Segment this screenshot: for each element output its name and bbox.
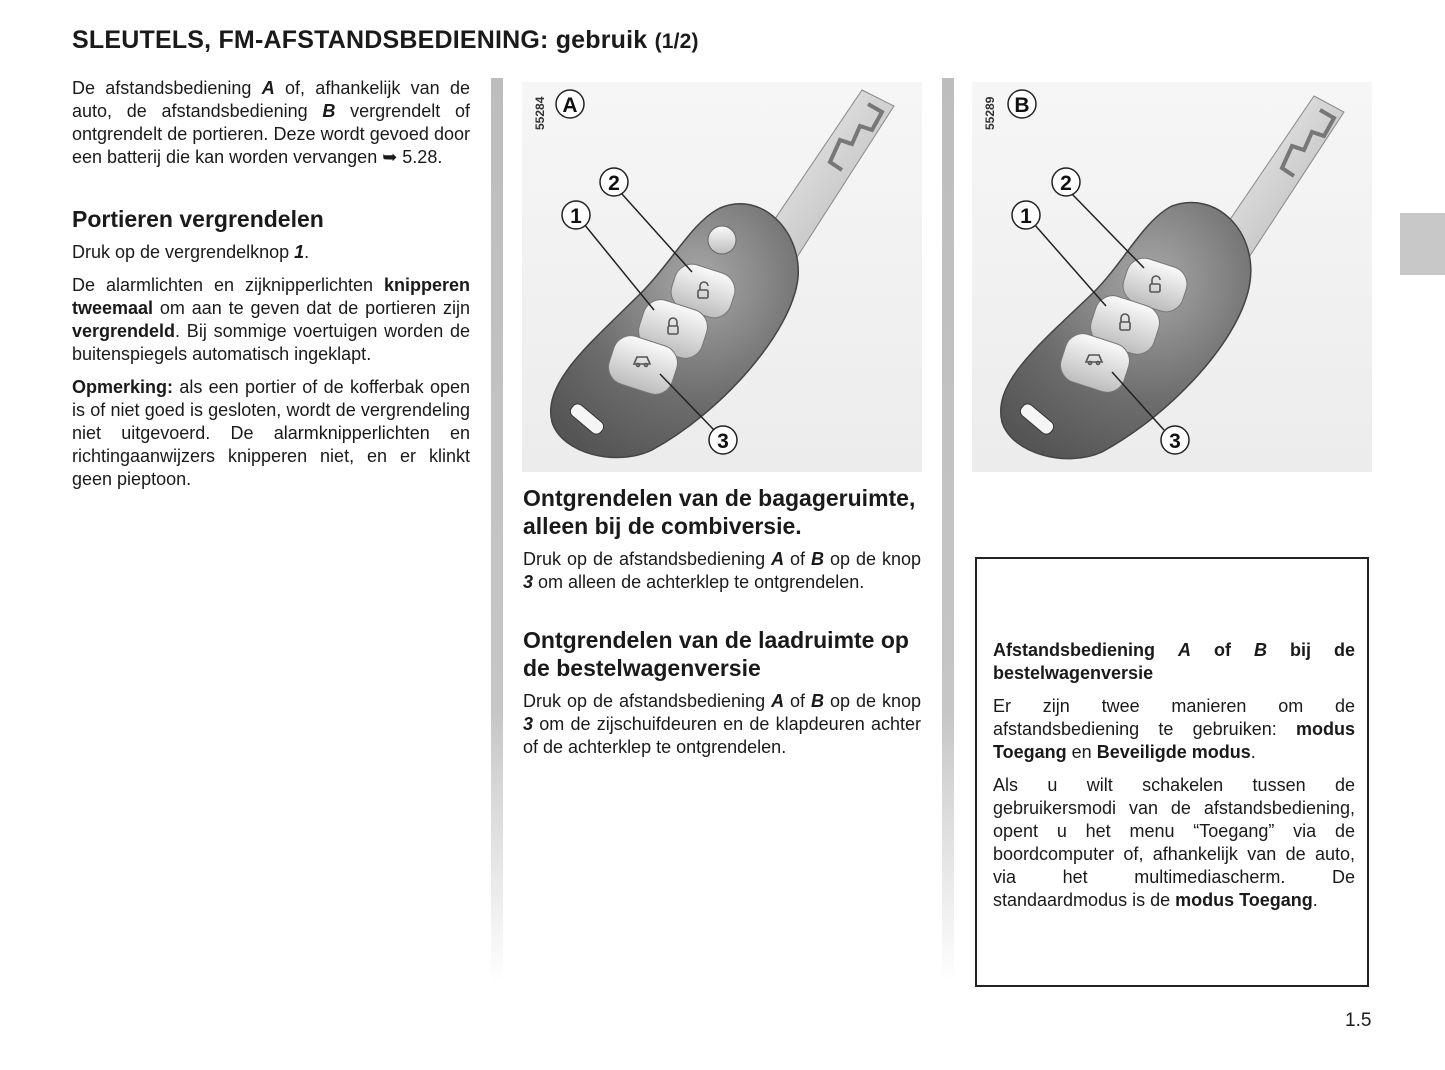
info-title-text: bij de bestelwagenversie [993,640,1355,683]
callout-2-label: 2 [608,172,620,195]
column-left [72,77,470,501]
info-box-title [993,639,1355,685]
info-box-content [993,639,1355,922]
lock-text: . [304,242,310,262]
reference-arrow-icon: ➥ [382,147,398,167]
boot-paragraph [523,548,921,594]
info-text: . [1312,890,1318,910]
info-bold: Beveiligde modus [1096,742,1251,762]
alarm-paragraph [72,274,470,366]
figure-letter: B [1014,94,1030,117]
note-text: als een portier of de kofferbak open is of niet goed is gesloten, wordt de vergrendeling niet uitgevoerd. De alarmknipperlichten en richtingaanwijzers knipperen niet, en er klinkt geen pieptoon. [72,377,470,489]
info-text: Er zijn twee manieren om de afstandsbediening te gebruiken: [993,696,1355,739]
intro-paragraph [72,77,470,169]
button-number: 3 [523,714,534,734]
chapter-tab [1400,213,1445,275]
info-bold: modus Toegang [993,719,1355,762]
info-text: Als u wilt schakelen tussen de gebruikersmodi van de afstandsbediening, opent u het menu “Toegang” via de boordcomputer of, afhankelijk van de auto, via het multimediascherm. De standaardmodus is de [993,775,1355,910]
page-title [72,26,699,55]
remote-b-ref: B [322,101,336,121]
info-paragraph-2 [993,774,1355,912]
alarm-bold: vergrendeld [72,321,176,341]
alarm-text: om aan te geven dat de portieren zijn [153,298,470,318]
callout-2-label: 2 [1060,172,1072,195]
lock-heading: Portieren vergrendelen [72,206,324,232]
intro-text: De afstandsbediening [72,78,262,98]
button-number: 1 [294,242,305,262]
figure-remote-b [972,82,1372,472]
boot-heading: Ontgrendelen van de bagageruimte, alleen bij de combiversie. [523,485,916,539]
page-number: 1.5 [1345,1010,1372,1031]
figure-code: 55289 [983,96,997,130]
remote-b-ref: B [811,549,825,569]
cargo-heading: Ontgrendelen van de laadruimte op de bestelwagenversie [523,627,909,681]
boot-text: of [784,549,812,569]
remote-b-ref: B [811,691,825,711]
remote-a-ref: A [771,691,785,711]
figure-letter: A [562,94,578,117]
intro-text: of, afhankelijk van de auto, de afstandsbediening [72,78,470,121]
alarm-bold: knipperen tweemaal [72,275,470,318]
button-number: 3 [523,572,534,592]
info-text: . [1250,742,1256,762]
info-title-text: of [1191,640,1254,660]
figure-remote-a [522,82,922,472]
callout-1-label: 1 [570,205,582,228]
callout-1-label: 1 [1020,205,1032,228]
boot-text: om alleen de achterklep te ontgrendelen. [533,572,865,592]
remote-a-ref: A [1178,640,1192,660]
info-bold: modus Toegang [1175,890,1313,910]
boot-text: Druk op de afstandsbediening [523,549,772,569]
info-title-text: Afstandsbediening [993,640,1179,660]
callout-3-label: 3 [1169,430,1181,453]
cargo-text: Druk op de afstandsbediening [523,691,772,711]
note-label: Opmerking: [72,377,174,397]
callout-3-label: 3 [717,430,729,453]
blade-release-button [708,226,736,254]
page-reference: 5.28. [397,147,443,167]
alarm-text: De alarmlichten en zijknipperlichten [72,275,384,295]
boot-text: op de knop [824,549,922,569]
lock-text: Druk op de vergrendelknop [72,242,295,262]
title-part: (1/2) [654,30,699,53]
cargo-text: om de zijschuifdeuren en de klapdeuren achter of de achterklep te ontgrendelen. [523,714,921,757]
alarm-text: . Bij sommige voertuigen worden de buitenspiegels automatisch ingeklapt. [72,321,470,364]
cargo-paragraph [523,690,921,759]
info-box [975,557,1369,987]
intro-text: vergrendelt of ontgrendelt de portieren. Deze wordt gevoed door een batterij die kan worden vervangen [72,101,470,167]
column-divider [942,78,954,983]
figure-code: 55284 [533,96,547,130]
info-text: en [1066,742,1097,762]
column-divider [491,78,503,983]
lock-instruction [72,241,470,264]
cargo-text: op de knop [824,691,922,711]
note-paragraph [72,376,470,491]
title-main: SLEUTELS, FM-AFSTANDSBEDIENING: gebruik [72,26,655,54]
remote-a-ref: A [771,549,785,569]
remote-a-ref: A [261,78,275,98]
column-middle [523,484,921,769]
cargo-text: of [784,691,812,711]
info-paragraph-1 [993,695,1355,764]
remote-b-ref: B [1254,640,1267,660]
